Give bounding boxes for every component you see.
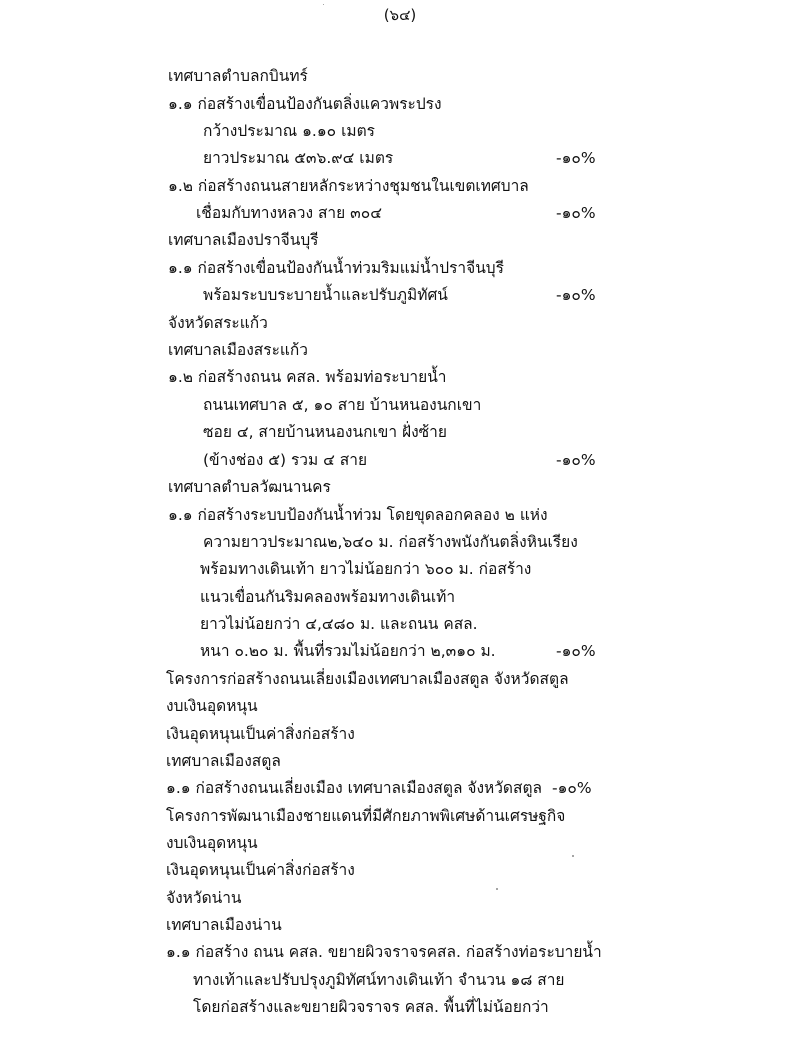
text-line: ๑.๑ ก่อสร้าง ถนน คสล. ขยายผิวจราจรคสล. ก่อสร้างท่อระบายน้ำ	[166, 943, 602, 961]
text-line: งบเงินอุดหนุน	[166, 697, 258, 715]
text-line: จังหวัดสระแก้ว	[168, 314, 268, 332]
percent-change: -๑๐%	[556, 149, 596, 167]
percent-change: -๑๐%	[556, 286, 596, 304]
text-line: (ข้างช่อง ๕) รวม ๔ สาย	[203, 451, 368, 469]
percent-change: -๑๐%	[556, 451, 596, 469]
text-line: ๑.๑ ก่อสร้างเขื่อนป้องกันตลิ่งแควพระปรง	[168, 95, 442, 113]
text-line: โครงการพัฒนาเมืองชายแดนที่มีศักยภาพพิเศษด้านเศรษฐกิจ	[166, 807, 566, 825]
text-line: กว้างประมาณ ๑.๑๐ เมตร	[203, 122, 375, 140]
text-line: เทศบาลเมืองปราจีนบุรี	[168, 231, 319, 249]
text-line: โดยก่อสร้างและขยายผิวจราจร คสล. พื้นที่ไม่น้อยกว่า	[193, 998, 549, 1016]
text-line: ถนนเทศบาล ๕, ๑๐ สาย บ้านหนองนกเขา	[203, 396, 482, 414]
text-line: งบเงินอุดหนุน	[166, 834, 258, 852]
text-line: ๑.๒ ก่อสร้างถนน คสล. พร้อมท่อระบายน้ำ	[168, 368, 447, 386]
percent-change: -๑๐%	[556, 204, 596, 222]
text-line: หนา ๐.๒๐ ม. พื้นที่รวมไม่น้อยกว่า ๒,๓๑๐ ม.	[200, 642, 496, 660]
text-line: พร้อมทางเดินเท้า ยาวไม่น้อยกว่า ๖๐๐ ม. ก่อสร้าง	[200, 560, 532, 578]
page-number: (๖๔)	[383, 6, 417, 24]
scan-speck	[323, 4, 324, 5]
text-line: เทศบาลตำบลวัฒนานคร	[168, 478, 331, 496]
text-line: โครงการก่อสร้างถนนเลี่ยงเมืองเทศบาลเมืองสตูล จังหวัดสตูล	[166, 670, 569, 688]
text-line: เงินอุดหนุนเป็นค่าสิ่งก่อสร้าง	[166, 861, 355, 879]
text-line: จังหวัดน่าน	[166, 889, 242, 907]
text-line: เทศบาลเมืองสตูล	[166, 752, 281, 770]
text-line: ซอย ๔, สายบ้านหนองนกเขา ฝั่งซ้าย	[203, 423, 447, 441]
text-line: ๑.๑ ก่อสร้างระบบป้องกันน้ำท่วม โดยขุดลอกคลอง ๒ แห่ง	[168, 506, 548, 524]
percent-change: -๑๐%	[556, 642, 596, 660]
text-line: เทศบาลตำบลกบินทร์	[168, 67, 308, 85]
scan-speck	[496, 888, 498, 890]
text-line: ยาวไม่น้อยกว่า ๔,๔๘๐ ม. และถนน คสล.	[200, 615, 478, 633]
percent-change: -๑๐%	[552, 779, 592, 797]
text-line: แนวเขื่อนกันริมคลองพร้อมทางเดินเท้า	[200, 588, 456, 606]
text-line: ๑.๑ ก่อสร้างเขื่อนป้องกันน้ำท่วมริมแม่น้ำปราจีนบุรี	[168, 259, 504, 277]
text-line: เงินอุดหนุนเป็นค่าสิ่งก่อสร้าง	[166, 725, 355, 743]
text-line: เทศบาลเมืองสระแก้ว	[168, 341, 308, 359]
text-line: ยาวประมาณ ๕๓๖.๙๔ เมตร	[203, 149, 394, 167]
text-line: เชื่อมกับทางหลวง สาย ๓๐๔	[196, 204, 382, 222]
text-line: ความยาวประมาณ๒,๖๔๐ ม. ก่อสร้างพนังกันตลิ่งหินเรียง	[203, 533, 578, 551]
scan-speck	[572, 855, 574, 857]
text-line: เทศบาลเมืองน่าน	[166, 916, 282, 934]
text-line: ๑.๑ ก่อสร้างถนนเลี่ยงเมือง เทศบาลเมืองสตูล จังหวัดสตูล	[166, 779, 543, 797]
text-line: ทางเท้าและปรับปรุงภูมิทัศน์ทางเดินเท้า จำนวน ๑๘ สาย	[193, 971, 565, 989]
text-line: พร้อมระบบระบายน้ำและปรับภูมิทัศน์	[203, 286, 448, 304]
text-line: ๑.๒ ก่อสร้างถนนสายหลักระหว่างชุมชนในเขตเทศบาล	[168, 177, 529, 195]
